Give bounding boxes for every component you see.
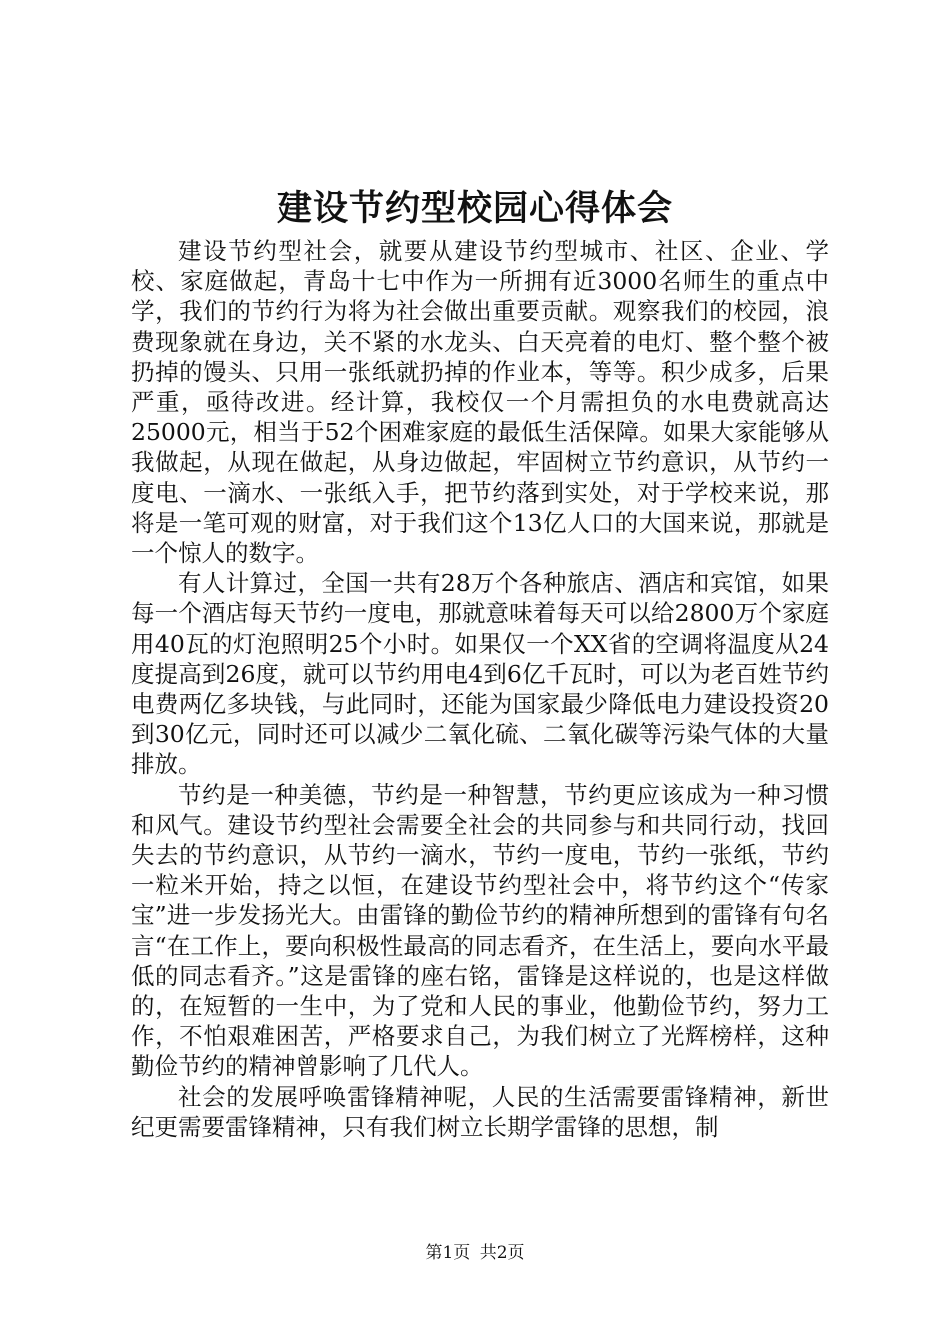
paragraph-4: 社会的发展呼唤雷锋精神呢，人民的生活需要雷锋精神，新世纪更需要雷锋精神，只有我们树立长期学雷锋的思想，制	[131, 1082, 829, 1141]
paragraph-3: 节约是一种美德，节约是一种智慧，节约更应该成为一种习惯和风气。建设节约型社会需要全社会的共同参与和共同行动，找回失去的节约意识，从节约一滴水，节约一度电，节约一张纸，节约一粒米开始，持之以恒，在建设节约型社会中，将节约这个“传家宝”进一步发扬光大。由雷锋的勤俭节约的精神所想到的雷锋有句名言“在工作上，要向积极性最高的同志看齐，在生活上，要向水平最低的同志看齐。”这是雷锋的座右铭，雷锋是这样说的，也是这样做的，在短暂的一生中，为了党和人民的事业，他勤俭节约，努力工作，不怕艰难困苦，严格要求自己，为我们树立了光辉榜样，这种勤俭节约的精神曾影响了几代人。	[131, 780, 829, 1081]
paragraph-2: 有人计算过，全国一共有28万个各种旅店、酒店和宾馆，如果每一个酒店每天节约一度电，那就意味着每天可以给2800万个家庭用40瓦的灯泡照明25个小时。如果仅一个XX省的空调将温度从24度提高到26度，就可以节约用电4到6亿千瓦时，可以为老百姓节约电费两亿多块钱，与此同时，还能为国家最少降低电力建设投资20到30亿元，同时还可以减少二氧化硫、二氧化碳等污染气体的大量排放。	[131, 569, 829, 779]
paragraph-1: 建设节约型社会，就要从建设节约型城市、社区、企业、学校、家庭做起，青岛十七中作为一所拥有近3000名师生的重点中学，我们的节约行为将为社会做出重要贡献。观察我们的校园，浪费现象就在身边，关不紧的水龙头、白天亮着的电灯、整个整个被扔掉的馒头、只用一张纸就扔掉的作业本，等等。积少成多，后果严重，亟待改进。经计算，我校仅一个月需担负的水电费就高达25000元，相当于52个困难家庭的最低生活保障。如果大家能够从我做起，从现在做起，从身边做起，牢固树立节约意识，从节约一度电、一滴水、一张纸入手，把节约落到实处，对于学校来说，那将是一笔可观的财富，对于我们这个13亿人口的大国来说，那就是一个惊人的数字。	[131, 237, 829, 568]
page-number-footer: 第1页 共2页	[425, 1243, 525, 1263]
document-body	[131, 236, 829, 1142]
document-title: 建设节约型校园心得体会	[276, 188, 673, 229]
